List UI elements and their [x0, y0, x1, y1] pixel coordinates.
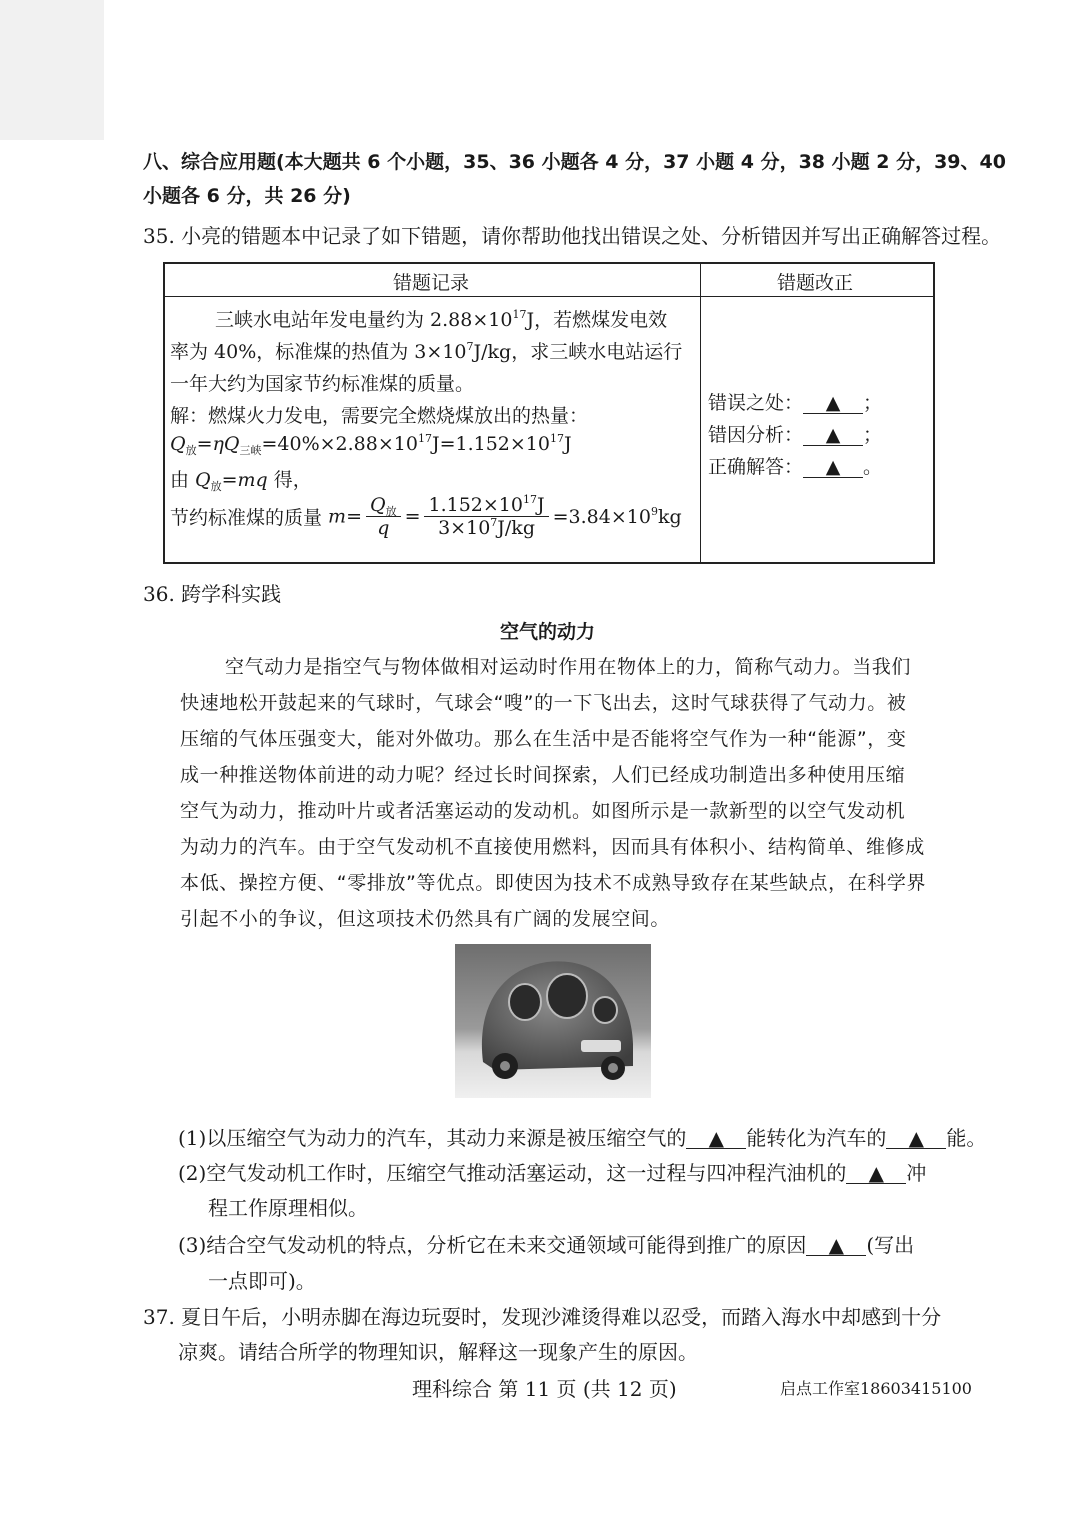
fraction-q-over-q: $\frac{Q_放}{q}$ — [366, 494, 401, 539]
passage-line: 成一种推送物体前进的动力呢？经过长时间探索，人们已经成功制造出多种使用压缩 — [180, 764, 906, 786]
section-title-line2: 小题各 6 分，共 26 分) — [143, 185, 351, 207]
q36-sub3-cont: 一点即可)。 — [208, 1269, 316, 1293]
answer-blank[interactable]: ▲ — [806, 1235, 866, 1256]
solution-line-4: 节约标准煤的质量 m= $\frac{Q_放}{q}$ = $\frac{1.152\times 10^{17}J}{3\times 10^7J/kg}$ $=3.84\times 10^9kg$ — [170, 493, 682, 539]
answer-blank[interactable]: ▲ — [803, 393, 863, 414]
passage-line: 空气为动力，推动叶片或者活塞运动的发动机。如图所示是一款新型的以空气发动机 — [180, 800, 906, 822]
solution-line-1: 解：燃煤火力发电，需要完全燃烧煤放出的热量： — [170, 405, 589, 427]
correction-answer: 正确解答： ▲ 。 — [708, 456, 883, 478]
passage-line: 引起不小的争议，但这项技术仍然具有广阔的发展空间。 — [180, 908, 671, 930]
passage-line: 压缩的气体压强变大，能对外做功。那么在生活中是否能将空气作为一种“能源”，变 — [180, 728, 907, 750]
solution-line-3: 由 $Q_放=mq$ 得， — [170, 469, 312, 493]
q37-line1: 37. 夏日午后，小明赤脚在海边玩耍时，发现沙滩烫得难以忍受，而踏入海水中却感到十分 — [143, 1305, 942, 1329]
problem-line-2: 率为 40%，标准煤的热值为 $3\times 10^7J/kg$，求三峡水电站运行 — [170, 340, 683, 363]
q37-line2: 凉爽。请结合所学的物理知识，解释这一现象产生的原因。 — [178, 1340, 698, 1364]
correction-cause: 错因分析： ▲ ； — [708, 424, 883, 446]
answer-blank[interactable]: ▲ — [803, 425, 863, 446]
correction-error: 错误之处： ▲ ； — [708, 392, 883, 414]
passage-title: 空气的动力 — [500, 621, 596, 643]
page-footer: 理科综合 第 11 页 (共 12 页) — [412, 1377, 677, 1401]
q36-sub2-cont: 程工作原理相似。 — [208, 1196, 368, 1220]
q36-sub3: (3)结合空气发动机的特点，分析它在未来交通领域可能得到推广的原因 ▲ (写出 — [178, 1233, 915, 1257]
table-column-divider — [700, 264, 701, 562]
error-record-table — [163, 262, 935, 564]
table-header-correction: 错题改正 — [777, 272, 854, 294]
studio-watermark: 启点工作室18603415100 — [780, 1379, 972, 1398]
solution-line-2: $Q_放=\eta Q_{三峡}=40\%\times 2.88\times 10^{17}J=1.152\times 10^{17}J$ — [170, 432, 572, 457]
problem-line-3: 一年大约为国家节约标准煤的质量。 — [170, 373, 475, 395]
table-header-record: 错题记录 — [393, 272, 470, 294]
air-car-photo — [455, 944, 651, 1098]
passage-line: 空气动力是指空气与物体做相对运动时作用在物体上的力，简称气动力。当我们 — [225, 656, 912, 678]
scan-shadow — [0, 0, 104, 140]
q35-stem: 35. 小亮的错题本中记录了如下错题，请你帮助他找出错误之处、分析错因并写出正确解答过程。 — [143, 224, 1002, 248]
q36-sub1: (1)以压缩空气为动力的汽车，其动力来源是被压缩空气的 ▲ 能转化为汽车的 ▲ 能。 — [178, 1126, 987, 1150]
answer-blank[interactable]: ▲ — [886, 1128, 946, 1149]
answer-blank[interactable]: ▲ — [803, 457, 863, 478]
passage-line: 本低、操控方便、“零排放”等优点。即使因为技术不成熟导致存在某些缺点，在科学界 — [180, 872, 927, 894]
table-header-divider — [165, 296, 933, 297]
answer-blank[interactable]: ▲ — [686, 1128, 746, 1149]
fraction-values: $\frac{1.152\times 10^{17}J}{3\times 10^7J/kg}$ — [424, 494, 548, 539]
passage-line: 快速地松开鼓起来的气球时，气球会“嗖”的一下飞出去，这时气球获得了气动力。被 — [180, 692, 907, 714]
q36-stem: 36. 跨学科实践 — [143, 582, 282, 606]
q36-sub2: (2)空气发动机工作时，压缩空气推动活塞运动，这一过程与四冲程汽油机的 ▲ 冲 — [178, 1161, 927, 1185]
section-title-line1: 八、综合应用题(本大题共 6 个小题，35、36 小题各 4 分，37 小题 4 分，38 小题 2 分，39、40 — [143, 151, 1006, 173]
problem-line-1: 三峡水电站年发电量约为 $2.88\times 10^{17}J$，若燃煤发电效 — [215, 308, 668, 331]
passage-line: 为动力的汽车。由于空气发动机不直接使用燃料，因而具有体积小、结构简单、维修成 — [180, 836, 925, 858]
answer-blank[interactable]: ▲ — [846, 1163, 906, 1184]
